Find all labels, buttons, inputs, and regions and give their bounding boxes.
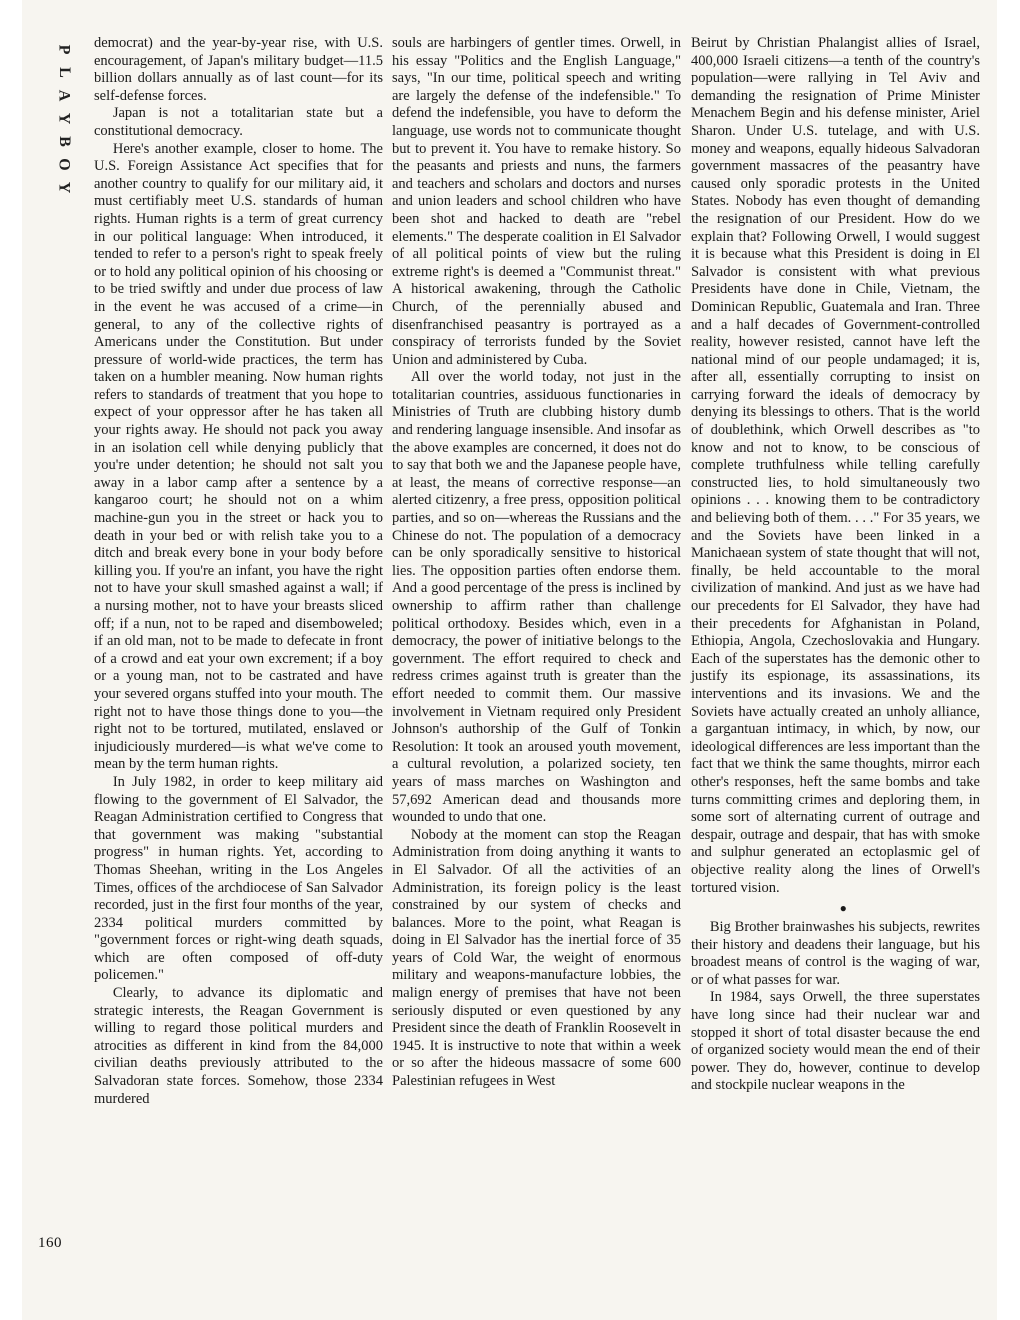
section-break-bullet: ● — [839, 901, 847, 916]
body-paragraph: Clearly, to advance its diplomatic and strategic interests, the Reagan Government is willing to regard those political murders and atrocities as different in kind from the 84,000 civilian deaths previously attributed to the Salvadoran state forces. Somehow, those 2334 murdered — [94, 985, 383, 1107]
brand-letter: Y — [55, 112, 73, 125]
text-column-1 — [94, 35, 383, 1108]
body-paragraph: In July 1982, in order to keep military aid flowing to the government of El Salvador, the Reagan Administration certified to Congress that that government was making "substantial progress" in human rights. Yet, according to Thomas Sheehan, writing in the Los Angeles Times, offices of the archdiocese of San Salvador recorded, just in the first four months of the year, 2334 political murders committed by "government forces or right-wing death squads, which are often composed of off-duty policemen." — [94, 773, 383, 984]
brand-letter: A — [55, 89, 73, 102]
page-number: 160 — [38, 1235, 62, 1251]
body-paragraph: Big Brother brainwashes his subjects, rewrites their history and deadens their language, but his broadest means of control is the waging of war, or of what passes for war. — [691, 919, 980, 988]
body-paragraph: Nobody at the moment can stop the Reagan Administration from doing anything it wants to in El Salvador. Of all the activities of an Administration, its foreign policy is the least constrained by our system of checks and balances. More to the point, what Reagan is doing in El Salvador has the inertial force of 35 years of Cold War, the weight of enormous military and weapons-manufacture lobbies, the malign energy of premises that have not been seriously disputed or even questioned by any President since the death of Franklin Roosevelt in 1945. It is instructive to note that within a week or so after the hideous massacre of some 600 Palestinian refugees in West — [392, 826, 681, 1090]
text-column-2 — [392, 35, 681, 1091]
magazine-page — [22, 0, 997, 1320]
brand-letter: L — [55, 67, 73, 78]
body-paragraph: souls are harbingers of gentler times. Orwell, in his essay "Politics and the English Language," says, "In our time, political speech and writing are largely the defense of the indefensible." To defend the indefensible, you have to deform the language, use words not to communicate thought but to prevent it. You have to remake history. So the peasants and priests and nuns, the farmers and teachers and scholars and doctors and nurses and union leaders and school children who have been shot and hacked to death are "rebel elements." The desperate coalition in El Salvador of all political points of view but the ruling extreme right's is deemed a "Communist threat." A historical awakening, through the Catholic Church, of the perennially abused and disenfranchised peasantry is portrayed as a conspiracy of terrorists funded by the Soviet Union and administered by Cuba. — [392, 35, 681, 368]
body-paragraph: In 1984, says Orwell, the three superstates have long since had their nuclear war and stopped it short of total disaster because the end of organized society would mean the end of their power. They do, however, continue to develop and stockpile nuclear weapons in the — [691, 989, 980, 1094]
brand-letter: B — [55, 136, 73, 147]
body-paragraph: Here's another example, closer to home. The U.S. Foreign Assistance Act specifies that for another country to qualify for our military aid, it must certifiably meet U.S. standards of human rights. Human rights is a term of great currency in our political language: When introduced, it tended to refer to a person's right to speak freely or to hold any political opinion of his choosing or to be tried swiftly and under due process of law in the event he was accused of a crime—in general, to any of the collective rights of Americans under the Constitution. But under pressure of world-wide practices, the term has taken on a humbler meaning. Now human rights refers to standards of treatment that you hope to expect of your oppressor after he has taken all your rights away. He should not pack you away in an isolation cell while denying publicly that you're under detention; he should not salt you away in a labor camp after a sentence by a kangaroo court; he should not on a whim machine-gun you in the street or hack you to death in your bed or with relish take you to a ditch and break every bone in your body before killing you. If you're an infant, you have the right not to have your skull smashed against a wall; if a nursing mother, not to have your breasts sliced off; if a nun, not to be raped and disemboweled; if an old man, not to be made to defecate in front of a crowd and eat your own excrement; if a boy or a young man, not to be castrated and have your severed organs stuffed into your mouth. The right not to have those things done to you—the right not to be tortured, mutilated, enslaved or injudiciously murdered—is what we've come to mean by the term human rights. — [94, 140, 383, 773]
brand-letter: O — [55, 158, 73, 171]
body-paragraph: All over the world today, not just in the totalitarian countries, assiduous functionaries in Ministries of Truth are clubbing history dumb and rendering language insensible. And insofar as the above examples are concerned, it does not do to say that both we and the Japanese people have, at least, the means of corrective response—an alerted citizenry, a free press, opposition political parties, and so on—whereas the Russians and the Chinese do not. The population of a democracy can be only sporadically sensitive to historical lies. The opposition parties often endorse them. And a good percentage of the press is inclined by ownership to affirm rather than challenge political orthodoxy. Besides which, even in a democracy, the power of initiative belongs to the government. The effort required to check and redress crimes against truth is greater than the effort needed to commit them. Our massive involvement in Vietnam required only President Johnson's authorship of the Gulf of Tonkin Resolution: It took an aroused youth movement, a cultural revolution, a polarized society, ten years of mass marches on Washington and 57,692 American dead and thousands more wounded to undo that one. — [392, 369, 681, 826]
body-paragraph: Japan is not a totalitarian state but a constitutional democracy. — [94, 105, 383, 139]
text-column-3 — [691, 35, 980, 1095]
body-paragraph: Beirut by Christian Phalangist allies of Israel, 400,000 Israeli citizens—a tenth of the country's population—were rallying in Tel Aviv and demanding the resignation of Prime Minister Menachem Begin and his defense minister, Ariel Sharon. Under U.S. tutelage, and with U.S. money and weapons, equally hideous Salvadoran government massacres of the peasantry have caused only sporadic protests in the United States. Nobody has even thought of demanding the resignation of our President. How do we explain that? Following Orwell, I would suggest it is because what this President is doing in El Salvador is consistent with what previous Presidents have done in Chile, Vietnam, the Dominican Republic, Guatemala and Iran. Three and a half decades of Government-controlled reality, however resisted, cannot have left the national mind of our people undamaged; it is, after all, essentially corrupting to insist on carrying forward the ideals of democracy by denying its blessings to others. That is the world of doublethink, which Orwell describes as "to know and not to know, to be conscious of complete truthfulness while telling carefully constructed lies, to hold simultaneously two opinions . . . knowing them to be contradictory and believing both of them. . . ." For 35 years, we and the Soviets have been linked in a Manichaean system of state thought that will not, finally, be held accountable to the moral civilization of mankind. And just as we have had our precedents for El Salvador, they have had their precedents for Afghanistan in Poland, Ethiopia, Angola, Czechoslovakia and Hungary. Each of the superstates has the demonic other to justify its espionage, its assassinations, its interventions and its invasions. We and the Soviets have actually created an unholy alliance, a gargantuan intimacy, in which, by now, our ideological differences are less important than the fact that we think the same thoughts, mirror each other's responses, heft the same bombs and take turns committing crimes and deploring them, in some sort of alternating current of outrage and despair, outrage and despair, that has with smoke and sulphur generated an ectoplasmic gel of objective reality along the lines of Orwell's tortured vision. — [691, 35, 980, 896]
body-paragraph: democrat) and the year-by-year rise, with U.S. encouragement, of Japan's military budget—11.5 billion dollars annually as of last count—for its self-defense forces. — [94, 35, 383, 104]
brand-letter: P — [55, 44, 73, 55]
magazine-brand-vertical — [50, 38, 78, 199]
brand-letter: Y — [55, 181, 73, 194]
